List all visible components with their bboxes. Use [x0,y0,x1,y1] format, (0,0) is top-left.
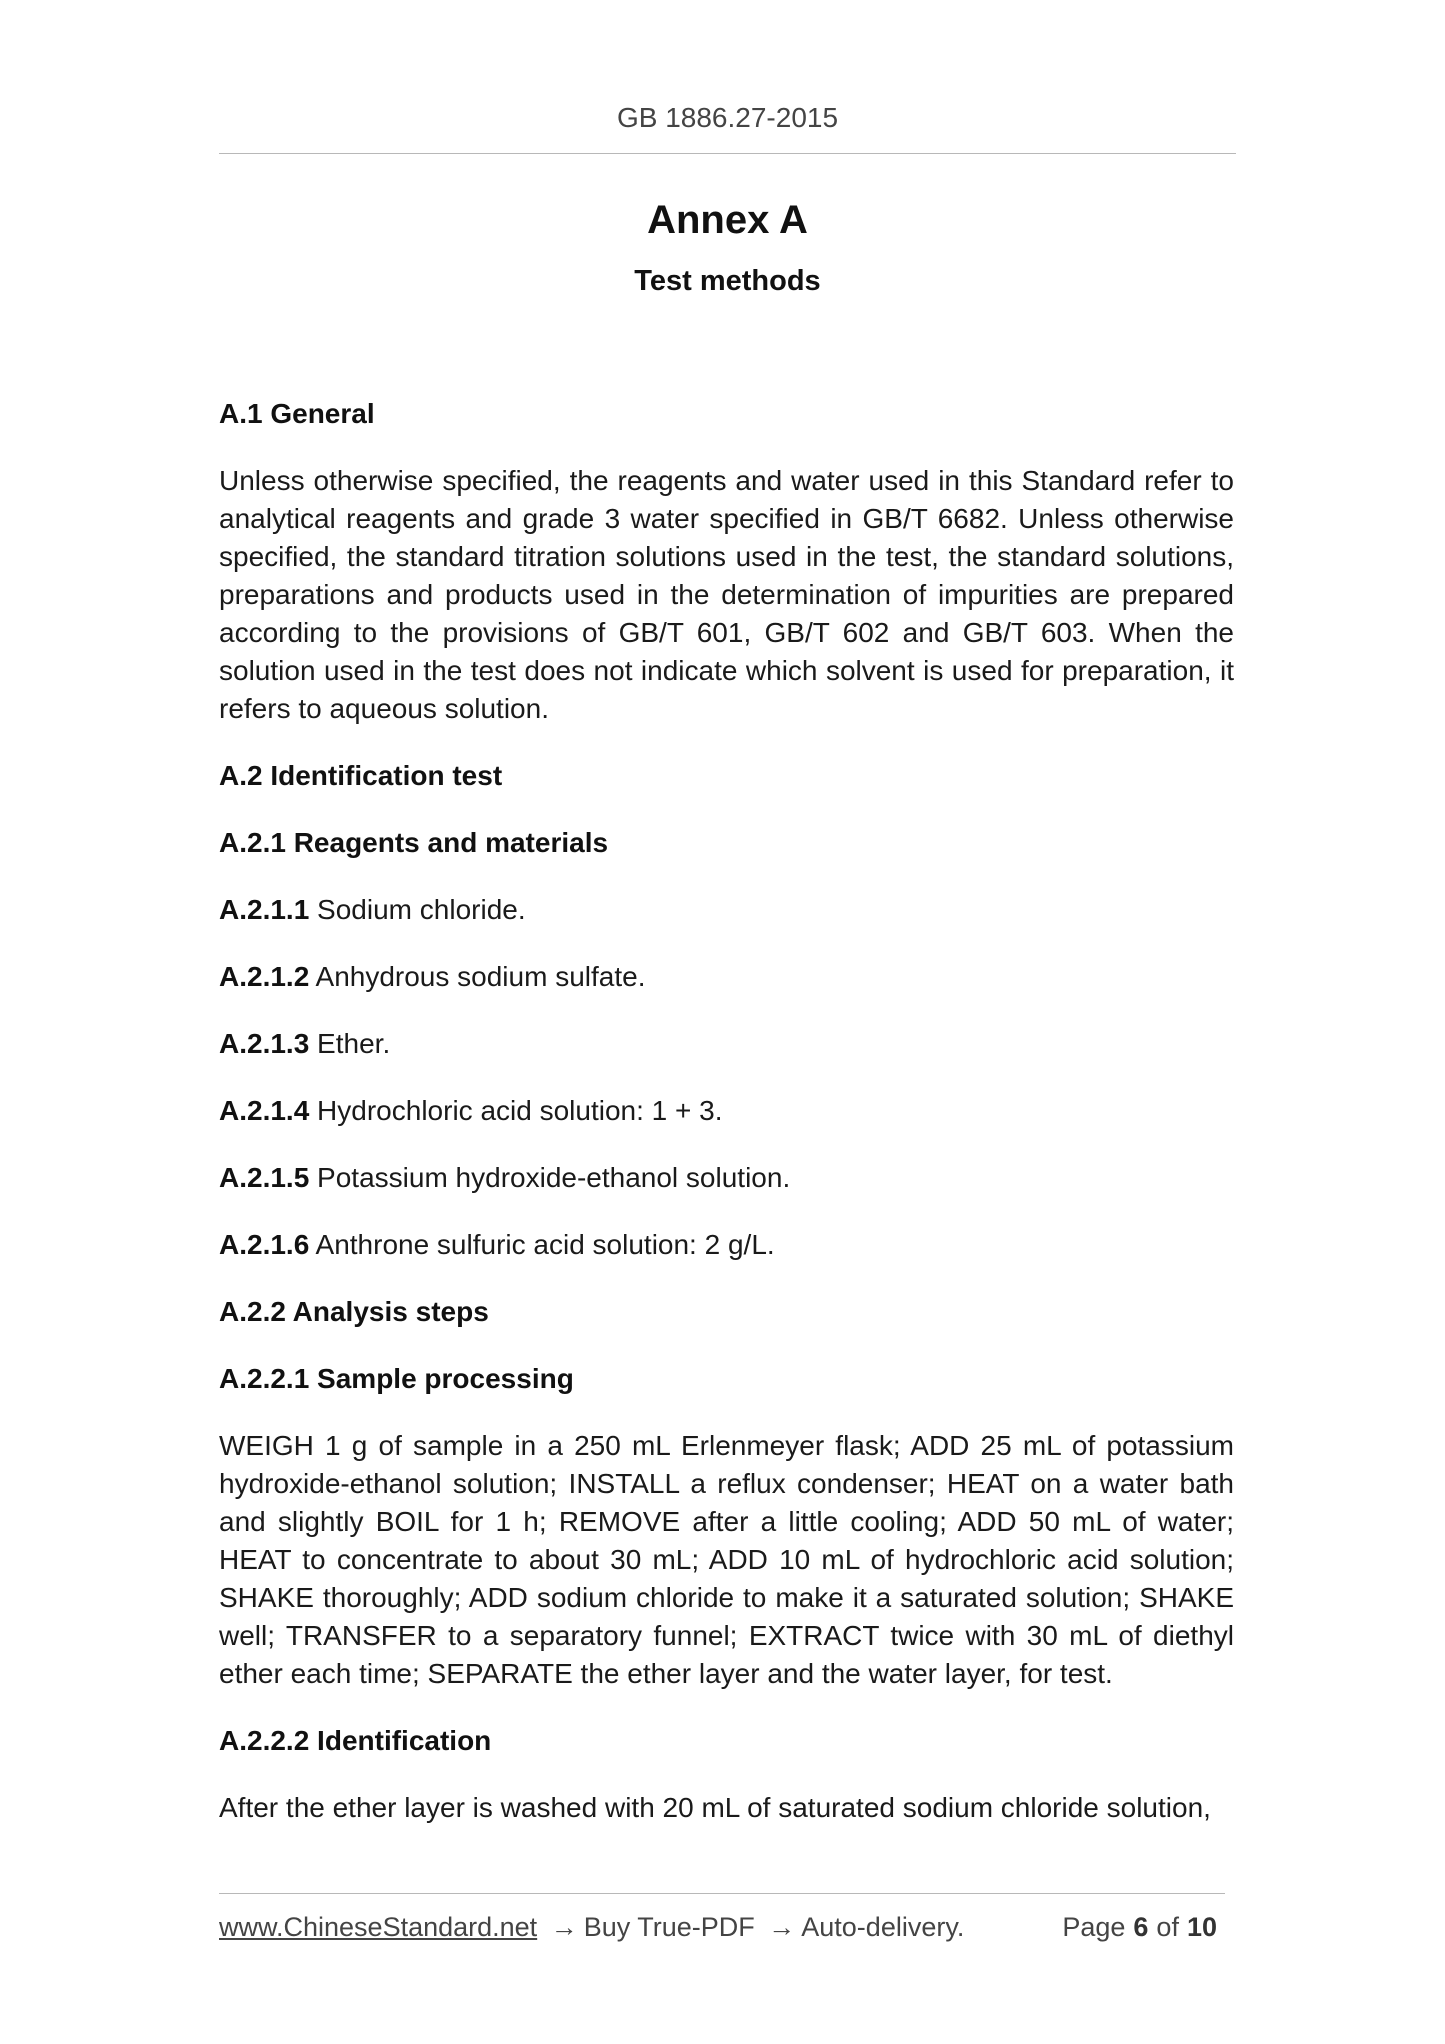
reagent-item [219,1159,1234,1197]
reagent-number: A.2.1.5 [219,1162,310,1193]
reagent-text: Ether. [309,1028,391,1059]
arrow-right-icon: → [768,1912,796,1942]
reagent-text: Anhydrous sodium sulfate. [309,961,646,992]
reagent-item [219,1092,1234,1130]
page-footer [219,1912,1225,1943]
reagent-text: Hydrochloric acid solution: 1 + 3. [309,1095,723,1126]
annex-subtitle: Test methods [634,265,821,297]
reagent-item [219,1226,1234,1264]
reagent-item [219,1025,1234,1063]
section-heading-a21: A.2.1 Reagents and materials [219,827,609,858]
footer-divider [219,1893,1225,1894]
section-a221-paragraph: WEIGH 1 g of sample in a 250 mL Erlenmeyer flask; ADD 25 mL of potassium hydroxide-ethanol solution; INSTALL a reflux condenser; HEAT on a water bath and slightly BOIL for 1 h; REMOVE after a little cooling; ADD 50 mL of water; HEAT to concentrate to about 30 mL; ADD 10 mL of hydrochloric acid solution; SHAKE thoroughly; ADD sodium chloride to make it a saturated solution; SHAKE well; TRANSFER to a separatory funnel; EXTRACT twice with 30 mL of diethyl ether each time; SEPARATE the ether layer and the water layer, for test. [219,1430,1234,1689]
section-heading-a2: A.2 Identification test [219,760,503,791]
page-of-label: of [1156,1912,1179,1942]
buy-true-pdf-text: Buy True-PDF [583,1912,755,1942]
annex-title: Annex A [647,198,808,242]
page-label: Page [1062,1912,1126,1942]
reagent-item [219,958,1234,996]
reagent-text: Sodium chloride. [309,894,526,925]
document-header: GB 1886.27-2015 [616,102,839,133]
section-a1-paragraph: Unless otherwise specified, the reagents and water used in this Standard refer to analytical reagents and grade 3 water specified in GB/T 6682. Unless otherwise specified, the standard titration solutions used in the test, the standard solutions, preparations and products used in the determination of impurities are prepared according to the provisions of GB/T 601, GB/T 602 and GB/T 603. When the solution used in the test does not indicate which solvent is used for preparation, it refers to aqueous solution. [219,465,1234,724]
auto-delivery-text: Auto-delivery. [801,1912,965,1942]
reagent-number: A.2.1.1 [219,894,310,925]
document-body [219,395,1234,1856]
section-heading-a222: A.2.2.2 Identification [219,1725,492,1756]
section-heading-a221: A.2.2.1 Sample processing [219,1363,574,1394]
section-heading-a1: A.1 General [219,398,375,429]
reagent-number: A.2.1.3 [219,1028,310,1059]
section-a222-paragraph: After the ether layer is washed with 20 mL of saturated sodium chloride solution, [219,1792,1211,1823]
reagent-item [219,891,1234,929]
reagent-text: Anthrone sulfuric acid solution: 2 g/L. [309,1229,775,1260]
page-total: 10 [1186,1912,1217,1942]
reagent-number: A.2.1.4 [219,1095,310,1126]
page-indicator [1062,1912,1225,1943]
reagent-number: A.2.1.6 [219,1229,310,1260]
arrow-right-icon: → [550,1912,578,1942]
reagent-text: Potassium hydroxide-ethanol solution. [309,1162,791,1193]
reagent-number: A.2.1.2 [219,961,310,992]
header-divider [219,153,1236,154]
website-link[interactable]: www.ChineseStandard.net [219,1912,538,1942]
section-heading-a22: A.2.2 Analysis steps [219,1296,489,1327]
page-current: 6 [1133,1912,1149,1942]
